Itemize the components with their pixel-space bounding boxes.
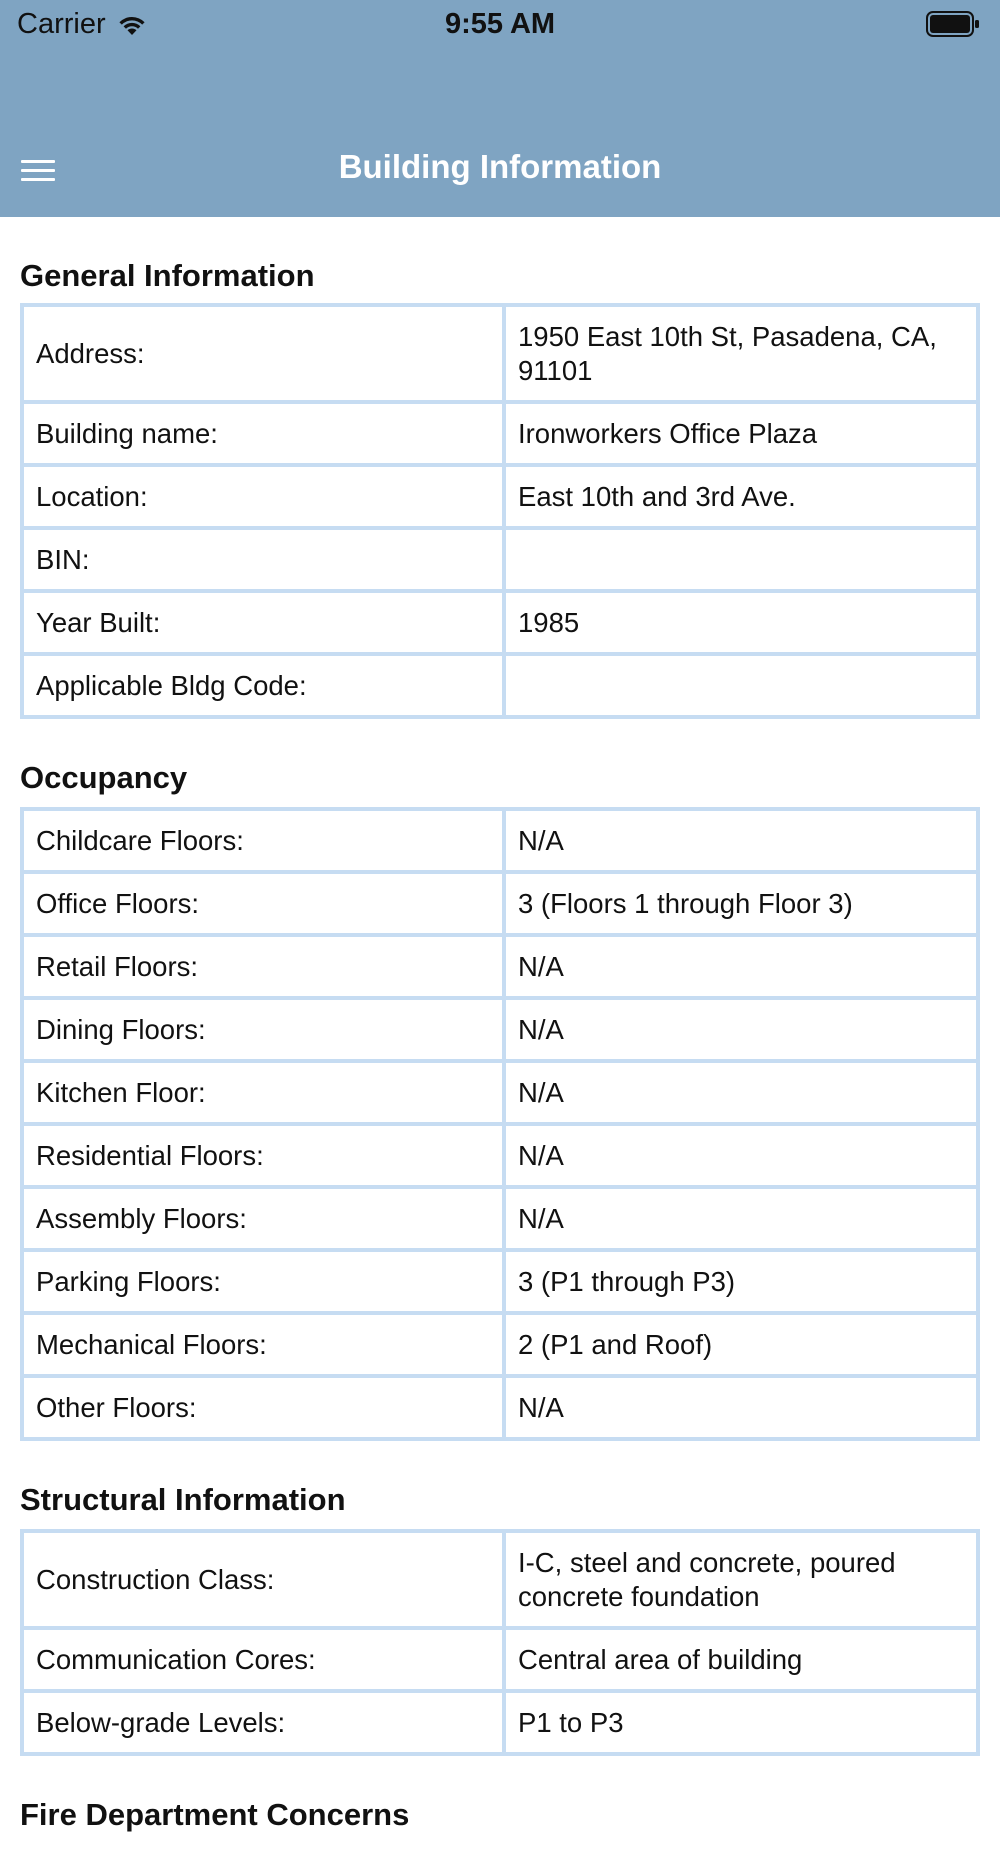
table-row (22, 872, 978, 935)
row-value: N/A (504, 809, 978, 872)
row-value: 1985 (504, 591, 978, 654)
table-row (22, 591, 978, 654)
table-row (22, 402, 978, 465)
row-value: Ironworkers Office Plaza (504, 402, 978, 465)
section-title-structural: Structural Information (20, 1482, 346, 1517)
table-row (22, 1124, 978, 1187)
row-label: Building name: (22, 402, 504, 465)
row-value: N/A (504, 998, 978, 1061)
section-title-general: General Information (20, 258, 315, 293)
row-value: N/A (504, 1376, 978, 1439)
row-value: 2 (P1 and Roof) (504, 1313, 978, 1376)
table-row (22, 998, 978, 1061)
row-label: Kitchen Floor: (22, 1061, 504, 1124)
page-title: Building Information (338, 148, 662, 185)
structural-table (20, 1529, 980, 1756)
row-label: Location: (22, 465, 504, 528)
row-label: Parking Floors: (22, 1250, 504, 1313)
row-value: P1 to P3 (504, 1691, 978, 1754)
navigation-bar (0, 0, 1000, 217)
row-label: Year Built: (22, 591, 504, 654)
row-value (504, 528, 978, 591)
row-label: Address: (22, 305, 504, 402)
row-label: Other Floors: (22, 1376, 504, 1439)
main-content (0, 217, 1000, 1844)
row-value: 3 (P1 through P3) (504, 1250, 978, 1313)
table-row (22, 809, 978, 872)
row-value: N/A (504, 935, 978, 998)
status-bar-time: 9:55 AM (444, 8, 556, 40)
table-row (22, 1250, 978, 1313)
general-info-table (20, 303, 980, 719)
section-title-fire: Fire Department Concerns (20, 1797, 410, 1832)
row-value (504, 654, 978, 717)
section-title-occupancy: Occupancy (20, 760, 188, 795)
table-row (22, 1313, 978, 1376)
row-label: Childcare Floors: (22, 809, 504, 872)
row-value: N/A (504, 1061, 978, 1124)
table-row (22, 1691, 978, 1754)
row-label: Construction Class: (22, 1531, 504, 1628)
row-value: 3 (Floors 1 through Floor 3) (504, 872, 978, 935)
table-row (22, 935, 978, 998)
table-row (22, 528, 978, 591)
table-row (22, 305, 978, 402)
table-row (22, 1187, 978, 1250)
carrier-label: Carrier (17, 8, 106, 40)
row-value: N/A (504, 1187, 978, 1250)
table-row (22, 1061, 978, 1124)
row-value: Central area of building (504, 1628, 978, 1691)
row-label: Mechanical Floors: (22, 1313, 504, 1376)
table-row (22, 465, 978, 528)
table-row (22, 1628, 978, 1691)
row-label: Communication Cores: (22, 1628, 504, 1691)
row-label: Office Floors: (22, 872, 504, 935)
row-label: Retail Floors: (22, 935, 504, 998)
row-label: Residential Floors: (22, 1124, 504, 1187)
row-label: Applicable Bldg Code: (22, 654, 504, 717)
row-label: Below-grade Levels: (22, 1691, 504, 1754)
row-value: N/A (504, 1124, 978, 1187)
table-row (22, 1531, 978, 1628)
row-value: East 10th and 3rd Ave. (504, 465, 978, 528)
battery-icon (926, 10, 980, 38)
table-row (22, 654, 978, 717)
row-value: I-C, steel and concrete, poured concrete foundation (504, 1531, 978, 1628)
row-label: Assembly Floors: (22, 1187, 504, 1250)
row-label: BIN: (22, 528, 504, 591)
occupancy-table (20, 807, 980, 1441)
table-row (22, 1376, 978, 1439)
row-label: Dining Floors: (22, 998, 504, 1061)
row-value: 1950 East 10th St, Pasadena, CA, 91101 (504, 305, 978, 402)
